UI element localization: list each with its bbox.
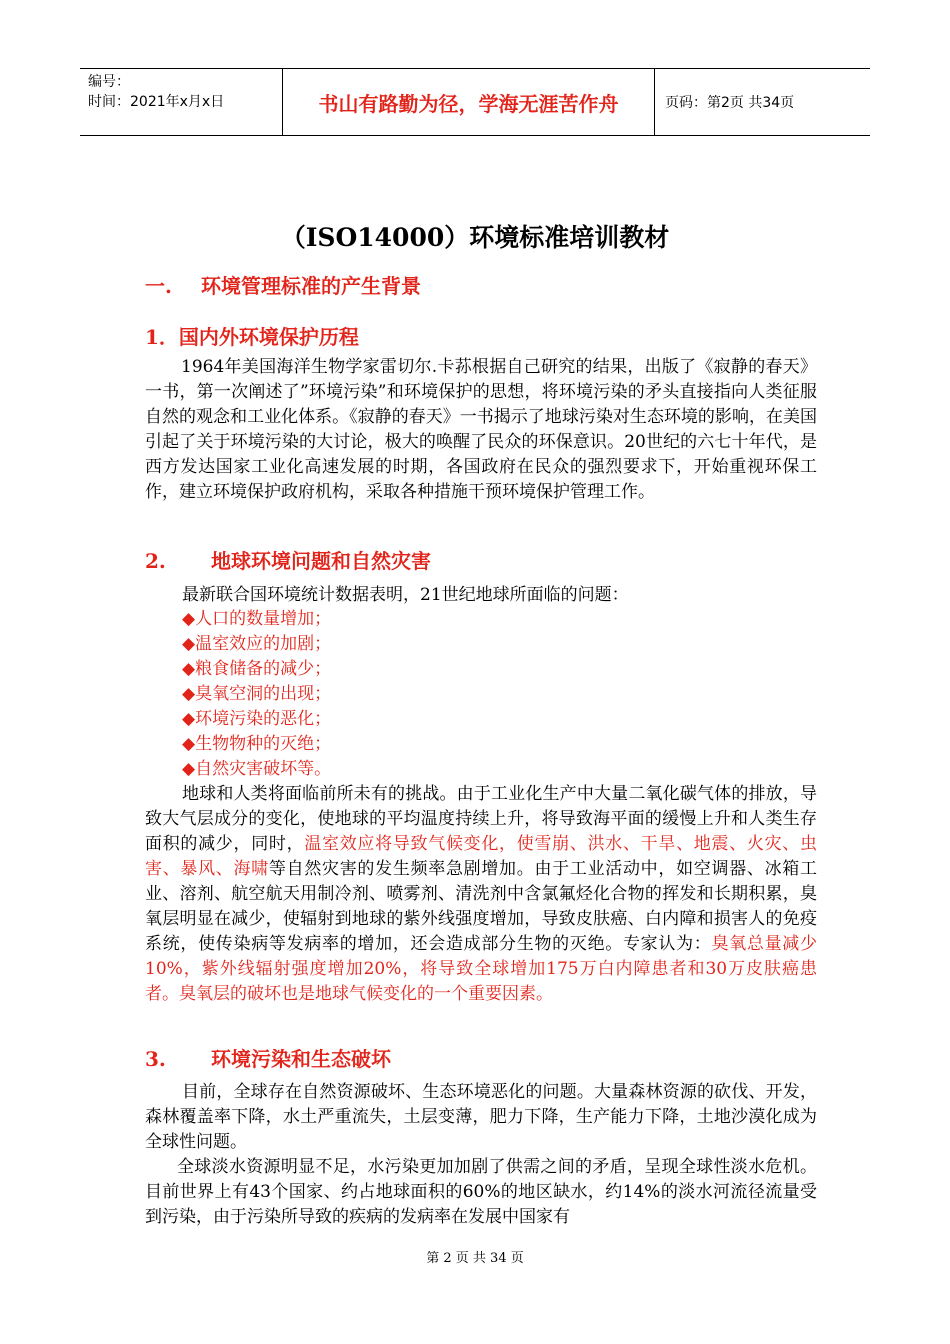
section-heading-1 xyxy=(145,270,421,299)
subsection-heading-2 xyxy=(145,545,431,574)
challenges-text xyxy=(145,782,817,1007)
list-item: ◆自然灾害破坏等。 xyxy=(182,759,332,779)
list-item: ◆臭氧空洞的出现； xyxy=(182,684,332,704)
problem-list xyxy=(182,607,331,782)
header-motto: 书山有路勤为径，学海无涯苦作舟 xyxy=(283,69,655,135)
paragraph-history xyxy=(145,355,817,505)
paragraph-ecology xyxy=(145,1080,817,1230)
subsection-number: 3. xyxy=(145,1047,166,1071)
date-label: 时间：2021年x月x日 xyxy=(88,94,225,110)
paragraph-challenges xyxy=(145,782,817,1007)
challenges-part-1: 地球和人类将面临前所未有的挑战。由于工业化生产中大量二氧化碳气体的排放，导致大气层成分的变化，使地球的平均温度持续上升，将导致海平面的缓慢上升和人类生存面积的减少，同时， xyxy=(145,784,817,854)
subsection-heading-3 xyxy=(145,1043,391,1072)
section-number: 一. xyxy=(145,274,172,298)
subsection-title: 地球环境问题和自然灾害 xyxy=(211,549,431,573)
header-meta-cell xyxy=(80,69,283,135)
number-label: 编号： xyxy=(88,74,130,90)
list-item: ◆温室效应的加剧； xyxy=(182,634,332,654)
header-page-info: 页码：第2页 共34页 xyxy=(665,95,795,111)
section-title: 环境管理标准的产生背景 xyxy=(201,274,421,298)
history-text: 1964年美国海洋生物学家雷切尔.卡荪根据自己研究的结果，出版了《寂静的春天》一书，第一次阐述了”环境污染”和环境保护的思想，将环境污染的矛头直接指向人类征服自然的观念和工业化体系。《寂静的春天》一书揭示了地球污染对生态环境的影响，在美国引起了关于环境污染的大讨论，极大的唤醒了民众的环保意识。20世纪的六七十年代，是西方发达国家工业化高速发展的时期，各国政府在民众的强烈要求下，开始重视环保工作，建立环境保护政府机构，采取各种措施干预环境保护管理工作。 xyxy=(145,357,817,502)
challenges-highlight-2: 臭氧总量减少10%，紫外线辐射强度增加20%，将导致全球增加175万白内障患者和30万皮肤癌患者。臭氧层的破坏也是地球气候变化的一个重要因素。 xyxy=(145,934,818,1004)
list-item: ◆环境污染的恶化； xyxy=(182,709,332,729)
ecology-text: 目前，全球存在自然资源破坏、生态环境恶化的问题。大量森林资源的砍伐、开发，森林覆盖率下降，水土严重流失，土层变薄，肥力下降，生产能力下降，土地沙漠化成为全球性问题。 xyxy=(145,1082,817,1152)
page-footer: 第 2 页 共 34 页 xyxy=(426,1251,524,1266)
challenges-part-2: 等自然灾害的发生频率急剧增加。由于工业活动中，如空调器、冰箱工业、溶剂、航空航天用制冷剂、喷雾剂、清洗剂中含氯氟烃化合物的挥发和长期积累，臭氧层明显在减少，使辐射到地球的紫外线强度增加，导致皮肤癌、白内障和损害人的免疫系统，使传染病等发病率的增加，还会造成部分生物的灭绝。专家认为： xyxy=(145,859,818,954)
list-item: ◆人口的数量增加； xyxy=(182,609,332,629)
list-item: ◆粮食储备的减少； xyxy=(182,659,332,679)
subsection-heading-1: 1．国内外环境保护历程 xyxy=(145,325,359,349)
subsection-number: 2. xyxy=(145,549,166,573)
list-item: ◆生物物种的灭绝； xyxy=(182,734,332,754)
problems-intro: 最新联合国环境统计数据表明，21世纪地球所面临的问题： xyxy=(182,585,629,605)
page-header xyxy=(80,68,870,136)
subsection-title: 环境污染和生态破坏 xyxy=(211,1047,391,1071)
document-title: （ISO14000）环境标准培训教材 xyxy=(280,223,670,252)
challenges-highlight-1: 温室效应将导致气候变化，使雪崩、洪水、干旱、地震、火灾、虫害、暴风、海啸 xyxy=(145,834,818,879)
water-text: 全球淡水资源明显不足，水污染更加加剧了供需之间的矛盾，呈现全球性淡水危机。目前世界上有43个国家、约占地球面积的60%的地区缺水，约14%的淡水河流径流量受到污染，由于污染所导致的疾病的发病率在发展中国家有 xyxy=(145,1157,817,1227)
